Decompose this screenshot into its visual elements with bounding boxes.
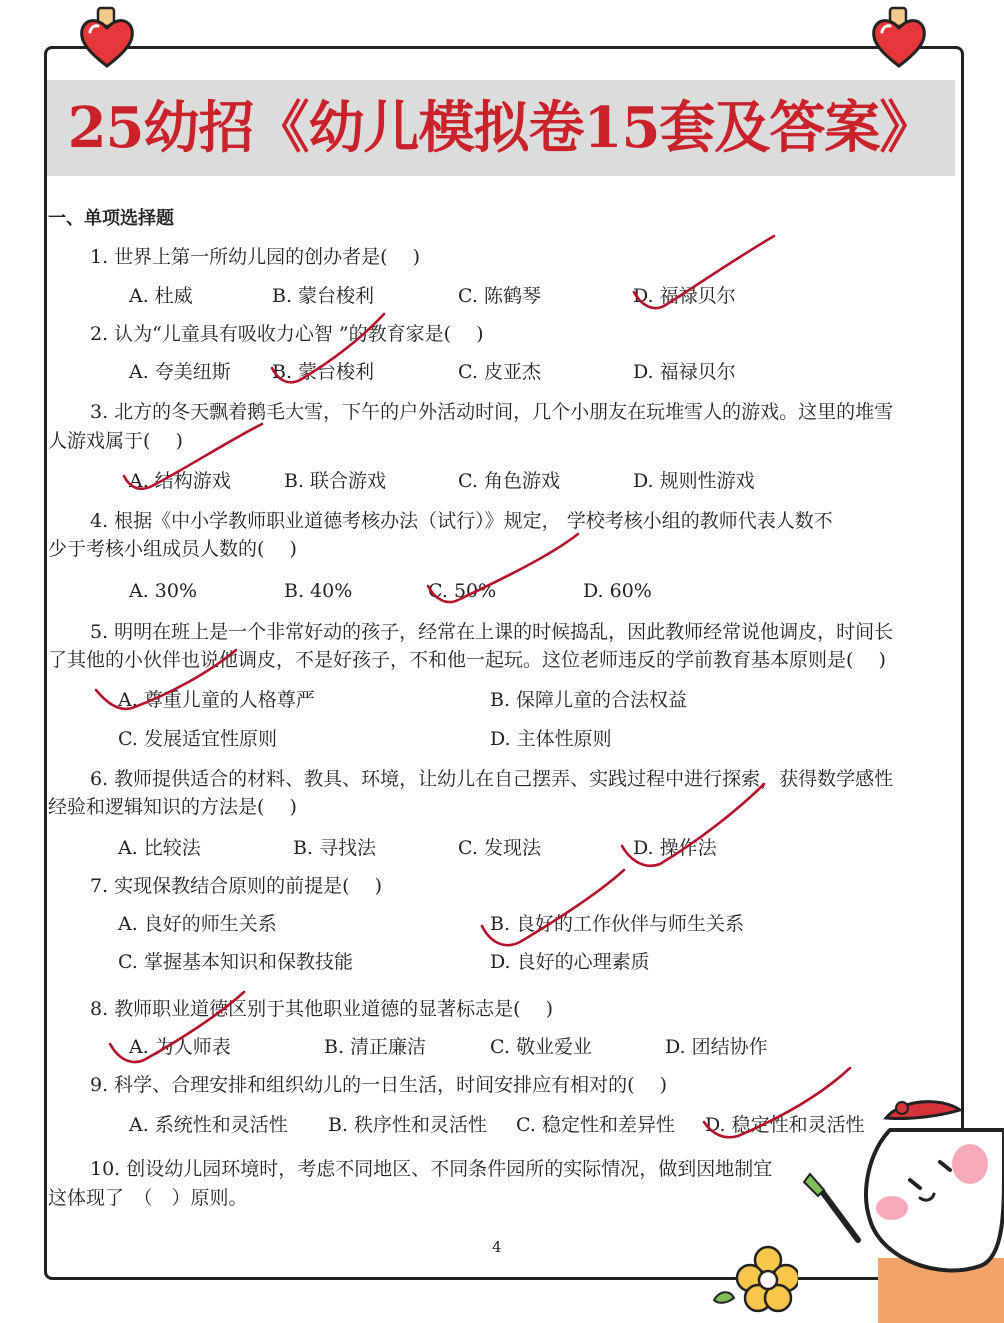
page-number: 4 — [492, 1238, 502, 1256]
section-heading: 一、单项选择题 — [48, 208, 174, 229]
question-stem: 9. 科学、合理安排和组织幼儿的一日生活，时间安排应有相对的( ) — [90, 1074, 668, 1096]
option-d: D. 主体性原则 — [490, 728, 612, 750]
check-mark — [124, 424, 262, 489]
option-c: C. 50% — [428, 580, 497, 602]
question-stem: 8. 教师职业道德区别于其他职业道德的显著标志是( ) — [90, 998, 554, 1020]
question-stem: 7. 实现保教结合原则的前提是( ) — [90, 875, 383, 897]
question-stem: 10. 创设幼儿园环境时，考虑不同地区、不同条件园所的实际情况，做到因地制宜 — [90, 1158, 773, 1180]
question-stem: 4. 根据《中小学教师职业道德考核办法（试行）》规定， 学校考核小组的教师代表人数不 — [90, 510, 833, 532]
option-c: C. 掌握基本知识和保教技能 — [118, 951, 353, 973]
option-b: B. 蒙台梭利 — [272, 361, 375, 383]
option-a: A. 比较法 — [118, 837, 201, 859]
option-c: C. 敬业爱业 — [490, 1036, 592, 1058]
question-stem-cont: 人游戏属于( ) — [48, 430, 183, 452]
question-stem: 5. 明明在班上是一个非常好动的孩子，经常在上课的时候捣乱，因此教师经常说他调皮，时间长 — [90, 621, 894, 643]
question-stem-cont: 少于考核小组成员人数的( ) — [48, 538, 297, 560]
question-stem-cont: 经验和逻辑知识的方法是( ) — [48, 796, 297, 818]
option-c: C. 发现法 — [458, 837, 541, 859]
option-a: A. 尊重儿童的人格尊严 — [118, 689, 315, 711]
option-b: B. 良好的工作伙伴与师生关系 — [490, 913, 745, 935]
check-mark — [272, 314, 384, 382]
option-a: A. 系统性和灵活性 — [129, 1114, 288, 1136]
option-d: D. 60% — [583, 580, 652, 602]
check-mark — [622, 784, 764, 866]
option-c: C. 角色游戏 — [458, 470, 560, 492]
check-mark — [96, 650, 236, 709]
check-mark — [110, 992, 244, 1062]
option-c: C. 发展适宜性原则 — [118, 728, 277, 750]
option-a: A. 为人师表 — [129, 1036, 231, 1058]
page-title: 25幼招《幼儿模拟卷15套及答案》 — [67, 95, 935, 161]
question-stem: 1. 世界上第一所幼儿园的创办者是( ) — [90, 246, 421, 268]
option-a: A. 30% — [129, 580, 198, 602]
question-stem: 2. 认为“儿童具有吸收力心智 ”的教育家是( ) — [90, 323, 484, 345]
option-d: D. 良好的心理素质 — [490, 951, 650, 973]
option-b: B. 40% — [284, 580, 353, 602]
option-a: A. 结构游戏 — [129, 470, 231, 492]
paintbrush-icon — [804, 1174, 858, 1240]
option-d: D. 团结协作 — [665, 1036, 768, 1058]
option-d: D. 福禄贝尔 — [633, 361, 736, 383]
option-a: A. 良好的师生关系 — [118, 913, 277, 935]
option-b: B. 秩序性和灵活性 — [328, 1114, 488, 1136]
check-mark — [482, 870, 624, 945]
check-mark — [634, 236, 774, 308]
option-d: D. 操作法 — [633, 837, 717, 859]
flower-icon — [706, 1240, 798, 1320]
question-stem: 6. 教师提供适合的材料、教具、环境，让幼儿在自己摆弄、实践过程中进行探索，获得数学感性 — [90, 768, 894, 790]
option-a: A. 夸美纽斯 — [129, 361, 231, 383]
option-c: C. 皮亚杰 — [458, 361, 541, 383]
option-c: C. 陈鹤琴 — [458, 285, 541, 307]
option-b: B. 蒙台梭利 — [272, 285, 375, 307]
question-stem-cont: 这体现了 （ ）原则。 — [48, 1187, 248, 1209]
question-stem-cont: 了其他的小伙伴也说他调皮，不是好孩子，不和他一起玩。这位老师违反的学前教育基本原则是( ) — [48, 649, 886, 671]
option-a: A. 杜威 — [129, 285, 193, 307]
cartoon-cat-sticker — [790, 1090, 1004, 1323]
option-b: B. 联合游戏 — [284, 470, 387, 492]
option-d: D. 福禄贝尔 — [633, 285, 736, 307]
option-c: C. 稳定性和差异性 — [516, 1114, 675, 1136]
check-mark — [428, 534, 578, 602]
option-d: D. 稳定性和灵活性 — [705, 1114, 865, 1136]
option-b: B. 清正廉洁 — [324, 1036, 427, 1058]
option-b: B. 保障儿童的合法权益 — [490, 689, 688, 711]
option-d: D. 规则性游戏 — [633, 470, 755, 492]
question-stem: 3. 北方的冬天飘着鹅毛大雪，下午的户外活动时间，几个小朋友在玩堆雪人的游戏。这里的堆雪 — [90, 401, 894, 423]
option-b: B. 寻找法 — [293, 837, 377, 859]
